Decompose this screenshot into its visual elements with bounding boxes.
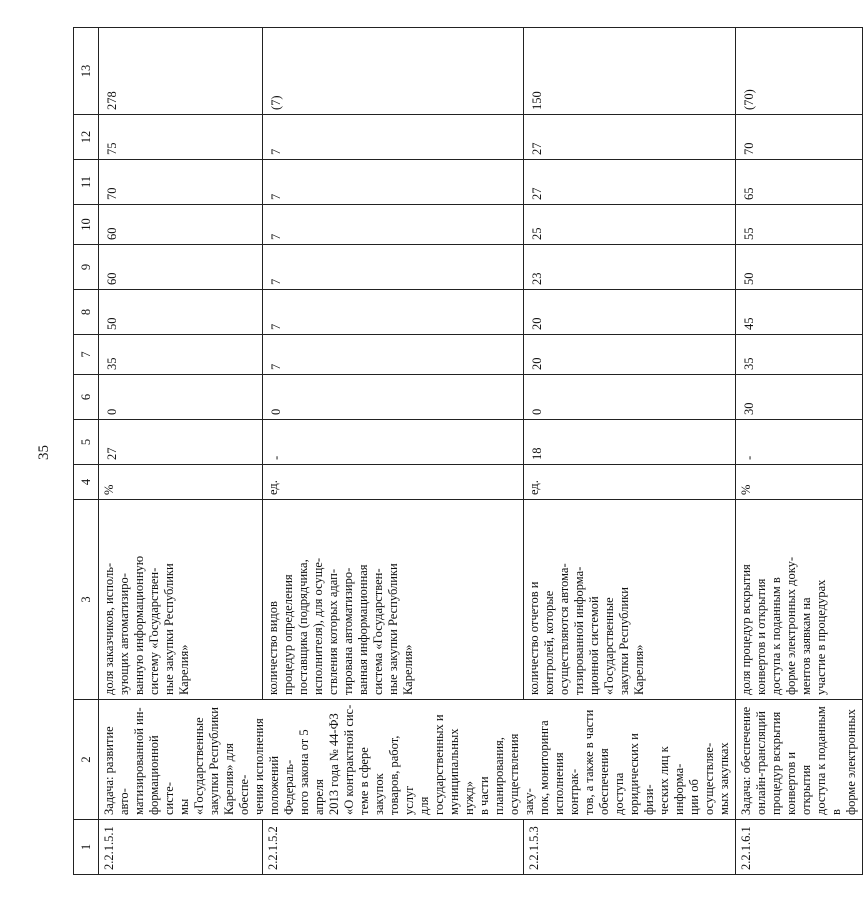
task-description: Задача: развитие авто- матизированной ин- формационной систе- мы «Государственные закупки Республики Карелия» для обеспе- чения исполнения положений Федераль- ного закона от 5 апреля 2013 года № 44-ФЗ «О контрактной сис- теме в сфере закупок товаров, работ, услуг для государственных и муниципальных нужд» в части планирования, осуществления заку- пок, мониторинга исполнения контрак- тов, а также в части обеспечения доступа юридических и физи- ческих лиц к информа- ции об осуществляе- мых закупках bbox=[99, 700, 736, 820]
value-cell: 150 bbox=[523, 28, 735, 115]
row-code: 2.2.1.5.2 bbox=[263, 820, 523, 875]
row-code: 2.2.1.5.1 bbox=[99, 820, 263, 875]
value-cell: 18 bbox=[523, 420, 735, 465]
value-cell: 60 bbox=[99, 245, 263, 290]
value-cell: (70) bbox=[736, 28, 863, 115]
unit-cell: % bbox=[736, 465, 863, 500]
value-cell: - bbox=[736, 420, 863, 465]
unit-cell: ед. bbox=[263, 465, 523, 500]
value-cell: 0 bbox=[263, 375, 523, 420]
value-cell: 20 bbox=[523, 290, 735, 335]
value-cell: 35 bbox=[99, 335, 263, 375]
indicator-description: доля процедур вскрытия конвертов и открытия доступа к поданным в форме электронных доку- ментов заявкам на участие в процедурах bbox=[736, 500, 863, 700]
indicator-description: количество видов процедур определения поставщика (подрядчика, исполнителя), для осуще- ствления которых адап- тирована автоматизиро- ванная информационная система «Государствен- ные закупки Республики Карелия» bbox=[263, 500, 523, 700]
value-cell: 20 bbox=[523, 335, 735, 375]
value-cell: 7 bbox=[263, 290, 523, 335]
value-cell: 30 bbox=[736, 375, 863, 420]
column-number-header: 8 bbox=[74, 290, 99, 335]
value-cell: 60 bbox=[99, 205, 263, 245]
row-code: 2.2.1.6.1 bbox=[736, 820, 863, 875]
column-number-header: 1 bbox=[74, 820, 99, 875]
column-number-header: 5 bbox=[74, 420, 99, 465]
value-cell: 7 bbox=[263, 335, 523, 375]
row-code: 2.2.1.5.3 bbox=[523, 820, 735, 875]
column-number-header: 10 bbox=[74, 205, 99, 245]
page-number: 35 bbox=[36, 445, 52, 460]
unit-cell: ед. bbox=[523, 465, 735, 500]
value-cell: 0 bbox=[99, 375, 263, 420]
table-row bbox=[99, 28, 263, 875]
value-cell: 35 bbox=[736, 335, 863, 375]
value-cell: - bbox=[263, 420, 523, 465]
value-cell: 278 bbox=[99, 28, 263, 115]
value-cell: 7 bbox=[263, 160, 523, 205]
value-cell: 25 bbox=[523, 205, 735, 245]
value-cell: 70 bbox=[736, 115, 863, 160]
value-cell: 45 bbox=[736, 290, 863, 335]
value-cell: 27 bbox=[523, 160, 735, 205]
value-cell: 75 bbox=[99, 115, 263, 160]
indicators-table bbox=[73, 27, 863, 875]
table-row bbox=[736, 28, 863, 875]
column-number-header: 12 bbox=[74, 115, 99, 160]
indicator-description: доля заказчиков, исполь- зующих автоматизиро- ванную информационную систему «Государствен- ные закупки Республики Карелия» bbox=[99, 500, 263, 700]
column-number-header: 9 bbox=[74, 245, 99, 290]
column-number-header: 3 bbox=[74, 500, 99, 700]
task-description: Задача: обеспечение онлайн-трансляций процедур вскрытия конвертов и открытия доступа к поданным в форме электронных bbox=[736, 700, 863, 820]
column-number-header: 6 bbox=[74, 375, 99, 420]
value-cell: (7) bbox=[263, 28, 523, 115]
column-number-header: 7 bbox=[74, 335, 99, 375]
column-number-header: 4 bbox=[74, 465, 99, 500]
value-cell: 65 bbox=[736, 160, 863, 205]
value-cell: 27 bbox=[523, 115, 735, 160]
value-cell: 50 bbox=[99, 290, 263, 335]
column-number-header: 13 bbox=[74, 28, 99, 115]
value-cell: 23 bbox=[523, 245, 735, 290]
value-cell: 70 bbox=[99, 160, 263, 205]
value-cell: 50 bbox=[736, 245, 863, 290]
unit-cell: % bbox=[99, 465, 263, 500]
indicator-description: количество отчетов и контролей, которые осуществляются автома- тизированной информа- ционной системой «Государственные закупки Республики Карелия» bbox=[523, 500, 735, 700]
column-number-header: 11 bbox=[74, 160, 99, 205]
column-number-header: 2 bbox=[74, 700, 99, 820]
header-row bbox=[74, 28, 99, 875]
value-cell: 7 bbox=[263, 115, 523, 160]
value-cell: 0 bbox=[523, 375, 735, 420]
value-cell: 27 bbox=[99, 420, 263, 465]
value-cell: 7 bbox=[263, 205, 523, 245]
value-cell: 55 bbox=[736, 205, 863, 245]
value-cell: 7 bbox=[263, 245, 523, 290]
